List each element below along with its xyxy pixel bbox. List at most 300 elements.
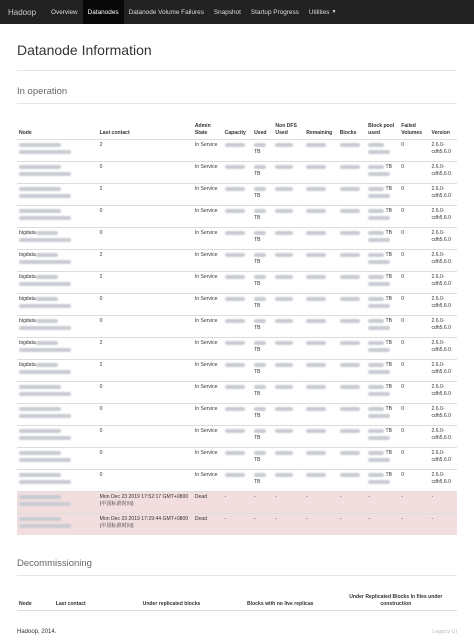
col-used[interactable]: Used bbox=[252, 114, 273, 140]
cell-capacity bbox=[223, 250, 252, 272]
redacted-blocks bbox=[340, 165, 360, 169]
redacted-node-address bbox=[19, 414, 71, 418]
cell-blocks bbox=[338, 228, 366, 250]
cell-node[interactable] bbox=[17, 404, 98, 426]
redacted-node-suffix bbox=[36, 363, 58, 367]
redacted-used bbox=[254, 385, 266, 389]
table-row bbox=[17, 206, 457, 228]
nav-overview[interactable]: Overview bbox=[51, 8, 78, 16]
redacted-bp-used bbox=[368, 473, 384, 477]
redacted-capacity bbox=[225, 143, 245, 147]
cell-capacity bbox=[223, 184, 252, 206]
bp-unit: TB bbox=[385, 230, 392, 236]
redacted-bp-percent bbox=[368, 458, 390, 462]
redacted-capacity bbox=[225, 451, 245, 455]
redacted-capacity bbox=[225, 253, 245, 257]
redacted-bp-used bbox=[368, 231, 384, 235]
redacted-bp-used bbox=[368, 297, 384, 301]
col-failed-volumes[interactable]: Failed Volumes bbox=[399, 114, 429, 140]
redacted-used bbox=[254, 451, 266, 455]
redacted-node-name bbox=[19, 451, 61, 455]
redacted-non-dfs bbox=[275, 451, 293, 455]
cell-remaining bbox=[304, 206, 338, 228]
cell-failed-volumes: 0 bbox=[399, 316, 429, 338]
redacted-node-address bbox=[19, 282, 71, 286]
cell-block-pool-used bbox=[366, 184, 399, 206]
bp-unit: TB bbox=[385, 296, 392, 302]
footer-legacy-ui-link[interactable]: Legacy UI bbox=[432, 629, 457, 635]
table-row bbox=[17, 228, 457, 250]
node-name-prefix: bigdata bbox=[19, 318, 36, 324]
redacted-used bbox=[254, 297, 266, 301]
cell-non-dfs-used bbox=[273, 272, 304, 294]
redacted-bp-percent bbox=[368, 326, 390, 330]
cell-blocks bbox=[338, 140, 366, 162]
cell-block-pool-used bbox=[366, 162, 399, 184]
cell-non-dfs-used bbox=[273, 228, 304, 250]
cell-remaining bbox=[304, 426, 338, 448]
cell-version: 2.6.0-cdh5.6.0 bbox=[429, 206, 457, 228]
cell-node[interactable] bbox=[17, 184, 98, 206]
dec-col-no-live-replicas[interactable]: Blocks with no live replicas bbox=[226, 590, 335, 611]
redacted-bp-percent bbox=[368, 304, 390, 308]
redacted-bp-percent bbox=[368, 392, 390, 396]
redacted-node-name bbox=[19, 473, 61, 477]
cell-admin-state: Dead bbox=[193, 514, 223, 536]
redacted-bp-used bbox=[368, 429, 384, 433]
redacted-node-address bbox=[19, 216, 71, 220]
col-node[interactable]: Node bbox=[17, 114, 98, 140]
redacted-bp-percent bbox=[368, 238, 390, 242]
cell-capacity bbox=[223, 294, 252, 316]
col-last-contact[interactable]: Last contact bbox=[98, 114, 193, 140]
cell-used bbox=[252, 162, 273, 184]
cell-last-contact: 2 bbox=[98, 272, 193, 294]
cell-capacity bbox=[223, 140, 252, 162]
node-name-prefix: bigdata bbox=[19, 274, 36, 280]
nav-datanodes[interactable]: Datanodes bbox=[83, 0, 124, 24]
bp-unit: TB bbox=[385, 318, 392, 324]
cell-blocks bbox=[338, 470, 366, 492]
decommissioning-divider bbox=[17, 575, 457, 576]
redacted-bp-percent bbox=[368, 172, 390, 176]
col-block-pool-used[interactable]: Block pool used bbox=[366, 114, 399, 140]
cell-admin-state: In Service bbox=[193, 316, 223, 338]
redacted-non-dfs bbox=[275, 407, 293, 411]
cell-remaining bbox=[304, 338, 338, 360]
cell-version: 2.6.0-cdh5.6.0 bbox=[429, 404, 457, 426]
cell-failed-volumes: 0 bbox=[399, 272, 429, 294]
redacted-node-name bbox=[19, 429, 61, 433]
cell-version: 2.6.0-cdh5.6.0 bbox=[429, 316, 457, 338]
cell-non-dfs-used bbox=[273, 294, 304, 316]
table-row bbox=[17, 316, 457, 338]
cell-blocks bbox=[338, 338, 366, 360]
cell-block-pool-used bbox=[366, 404, 399, 426]
cell-non-dfs-used bbox=[273, 426, 304, 448]
cell-used bbox=[252, 228, 273, 250]
dec-col-last-contact[interactable]: Last contact bbox=[54, 590, 117, 611]
redacted-remaining bbox=[306, 341, 326, 345]
cell-remaining bbox=[304, 140, 338, 162]
redacted-used bbox=[254, 187, 266, 191]
cell-non-dfs-used bbox=[273, 338, 304, 360]
cell-admin-state: In Service bbox=[193, 228, 223, 250]
redacted-bp-percent bbox=[368, 282, 390, 286]
redacted-non-dfs bbox=[275, 341, 293, 345]
cell-block-pool-used bbox=[366, 140, 399, 162]
col-capacity[interactable]: Capacity bbox=[223, 114, 252, 140]
cell-admin-state: In Service bbox=[193, 426, 223, 448]
top-navbar bbox=[0, 0, 474, 24]
used-unit: TB bbox=[254, 171, 261, 178]
used-unit: TB bbox=[254, 369, 261, 376]
redacted-used bbox=[254, 473, 266, 477]
col-blocks[interactable]: Blocks bbox=[338, 114, 366, 140]
table-row bbox=[17, 272, 457, 294]
redacted-bp-used bbox=[368, 319, 384, 323]
redacted-remaining bbox=[306, 275, 326, 279]
cell-admin-state: In Service bbox=[193, 382, 223, 404]
redacted-blocks bbox=[340, 297, 360, 301]
cell-blocks bbox=[338, 184, 366, 206]
redacted-node-address bbox=[19, 260, 71, 264]
cell-failed-volumes: 0 bbox=[399, 250, 429, 272]
cell-non-dfs-used bbox=[273, 382, 304, 404]
redacted-bp-used bbox=[368, 253, 384, 257]
cell-last-contact: 0 bbox=[98, 228, 193, 250]
cell-node[interactable] bbox=[17, 382, 98, 404]
cell-node[interactable] bbox=[17, 360, 98, 382]
cell-node[interactable] bbox=[17, 492, 98, 514]
redacted-capacity bbox=[225, 209, 245, 213]
cell-node[interactable] bbox=[17, 228, 98, 250]
cell-version: 2.6.0-cdh5.6.0 bbox=[429, 448, 457, 470]
cell-remaining bbox=[304, 184, 338, 206]
redacted-bp-percent bbox=[368, 348, 390, 352]
redacted-blocks bbox=[340, 451, 360, 455]
bp-unit: TB bbox=[385, 274, 392, 280]
in-operation-heading: In operation bbox=[17, 86, 68, 97]
cell-non-dfs-used bbox=[273, 140, 304, 162]
footer-copyright: Hadoop, 2014. bbox=[17, 629, 57, 635]
redacted-blocks bbox=[340, 385, 360, 389]
redacted-node-address bbox=[19, 172, 71, 176]
cell-used bbox=[252, 250, 273, 272]
redacted-bp-percent bbox=[368, 150, 390, 154]
redacted-capacity bbox=[225, 385, 245, 389]
redacted-blocks bbox=[340, 363, 360, 367]
nav-utilities[interactable] bbox=[304, 0, 342, 24]
cell-capacity bbox=[223, 382, 252, 404]
redacted-remaining bbox=[306, 187, 326, 191]
used-unit: TB bbox=[254, 193, 261, 200]
redacted-bp-used bbox=[368, 451, 384, 455]
table-row bbox=[17, 162, 457, 184]
cell-used bbox=[252, 206, 273, 228]
cell-admin-state: In Service bbox=[193, 140, 223, 162]
table-row bbox=[17, 470, 457, 492]
redacted-node-name bbox=[19, 407, 61, 411]
cell-used bbox=[252, 382, 273, 404]
redacted-node-address bbox=[19, 436, 71, 440]
cell-version: 2.6.0-cdh5.6.0 bbox=[429, 338, 457, 360]
cell-used bbox=[252, 316, 273, 338]
cell-last-contact: 2 bbox=[98, 184, 193, 206]
dec-col-node[interactable]: Node bbox=[17, 590, 54, 611]
cell-remaining bbox=[304, 294, 338, 316]
cell-empty-dash: - bbox=[223, 514, 252, 536]
brand-logo-text[interactable]: Hadoop bbox=[8, 7, 37, 17]
cell-used bbox=[252, 426, 273, 448]
redacted-used bbox=[254, 429, 266, 433]
used-unit: TB bbox=[254, 457, 261, 464]
redacted-node-address bbox=[19, 502, 71, 506]
cell-block-pool-used bbox=[366, 294, 399, 316]
cell-version: 2.6.0-cdh5.6.0 bbox=[429, 228, 457, 250]
redacted-non-dfs bbox=[275, 363, 293, 367]
dec-col-under-replicated[interactable]: Under replicated blocks bbox=[117, 590, 226, 611]
redacted-node-address bbox=[19, 370, 71, 374]
redacted-node-address bbox=[19, 524, 71, 528]
cell-version: 2.6.0-cdh5.6.0 bbox=[429, 140, 457, 162]
cell-failed-volumes: 0 bbox=[399, 162, 429, 184]
node-name-prefix: bigdata bbox=[19, 340, 36, 346]
cell-failed-volumes: 0 bbox=[399, 360, 429, 382]
cell-last-contact: 0 bbox=[98, 382, 193, 404]
redacted-node-address bbox=[19, 458, 71, 462]
cell-admin-state: In Service bbox=[193, 206, 223, 228]
redacted-non-dfs bbox=[275, 275, 293, 279]
cell-blocks bbox=[338, 272, 366, 294]
redacted-bp-used bbox=[368, 165, 384, 169]
redacted-node-suffix bbox=[36, 341, 58, 345]
bp-unit: TB bbox=[385, 362, 392, 368]
redacted-non-dfs bbox=[275, 297, 293, 301]
used-unit: TB bbox=[254, 149, 261, 156]
cell-admin-state: In Service bbox=[193, 360, 223, 382]
cell-version: 2.6.0-cdh5.6.0 bbox=[429, 360, 457, 382]
cell-node[interactable] bbox=[17, 338, 98, 360]
cell-node[interactable] bbox=[17, 250, 98, 272]
cell-used bbox=[252, 360, 273, 382]
cell-version: 2.6.0-cdh5.6.0 bbox=[429, 294, 457, 316]
cell-empty-dash: - bbox=[223, 492, 252, 514]
redacted-used bbox=[254, 231, 266, 235]
cell-non-dfs-used bbox=[273, 448, 304, 470]
cell-admin-state: Dead bbox=[193, 492, 223, 514]
cell-used bbox=[252, 294, 273, 316]
cell-failed-volumes: 0 bbox=[399, 140, 429, 162]
cell-last-contact: 2 bbox=[98, 338, 193, 360]
dead-table-row bbox=[17, 492, 457, 514]
cell-node[interactable] bbox=[17, 162, 98, 184]
cell-capacity bbox=[223, 338, 252, 360]
cell-empty-dash: - bbox=[429, 514, 457, 536]
redacted-blocks bbox=[340, 231, 360, 235]
cell-capacity bbox=[223, 228, 252, 250]
redacted-non-dfs bbox=[275, 209, 293, 213]
cell-remaining bbox=[304, 162, 338, 184]
redacted-blocks bbox=[340, 187, 360, 191]
table-row bbox=[17, 250, 457, 272]
used-unit: TB bbox=[254, 391, 261, 398]
cell-non-dfs-used bbox=[273, 470, 304, 492]
in-operation-table-body bbox=[17, 140, 457, 536]
nav-snapshot[interactable]: Snapshot bbox=[213, 8, 241, 16]
cell-last-contact: 0 bbox=[98, 404, 193, 426]
redacted-remaining bbox=[306, 209, 326, 213]
cell-admin-state: In Service bbox=[193, 470, 223, 492]
redacted-used bbox=[254, 209, 266, 213]
bp-unit: TB bbox=[385, 472, 392, 478]
redacted-bp-percent bbox=[368, 216, 390, 220]
cell-remaining bbox=[304, 360, 338, 382]
cell-empty-dash: - bbox=[366, 514, 399, 536]
redacted-bp-used bbox=[368, 275, 384, 279]
redacted-capacity bbox=[225, 297, 245, 301]
redacted-used bbox=[254, 319, 266, 323]
redacted-bp-used bbox=[368, 187, 384, 191]
redacted-bp-used bbox=[368, 363, 384, 367]
cell-node[interactable] bbox=[17, 470, 98, 492]
cell-node[interactable] bbox=[17, 294, 98, 316]
title-divider bbox=[17, 70, 457, 71]
redacted-node-address bbox=[19, 194, 71, 198]
table-row bbox=[17, 426, 457, 448]
cell-blocks bbox=[338, 448, 366, 470]
cell-blocks bbox=[338, 250, 366, 272]
cell-last-contact: 0 bbox=[98, 206, 193, 228]
redacted-node-address bbox=[19, 150, 71, 154]
cell-failed-volumes: 0 bbox=[399, 448, 429, 470]
table-header-row bbox=[17, 114, 457, 140]
cell-version: 2.6.0-cdh5.6.0 bbox=[429, 470, 457, 492]
redacted-used bbox=[254, 341, 266, 345]
col-version[interactable]: Version bbox=[429, 114, 457, 140]
cell-remaining bbox=[304, 470, 338, 492]
cell-block-pool-used bbox=[366, 338, 399, 360]
cell-blocks bbox=[338, 360, 366, 382]
redacted-capacity bbox=[225, 187, 245, 191]
cell-block-pool-used bbox=[366, 316, 399, 338]
cell-failed-volumes: 0 bbox=[399, 470, 429, 492]
cell-version: 2.6.0-cdh5.6.0 bbox=[429, 426, 457, 448]
cell-node[interactable] bbox=[17, 140, 98, 162]
cell-admin-state: In Service bbox=[193, 272, 223, 294]
cell-empty-dash: - bbox=[399, 492, 429, 514]
redacted-node-address bbox=[19, 304, 71, 308]
cell-failed-volumes: 0 bbox=[399, 404, 429, 426]
nav-startup-progress[interactable]: Startup Progress bbox=[250, 8, 299, 16]
bp-unit: TB bbox=[385, 208, 392, 214]
table-row bbox=[17, 360, 457, 382]
cell-non-dfs-used bbox=[273, 184, 304, 206]
redacted-non-dfs bbox=[275, 319, 293, 323]
used-unit: TB bbox=[254, 237, 261, 244]
cell-node[interactable] bbox=[17, 206, 98, 228]
cell-version: 2.6.0-cdh5.6.0 bbox=[429, 162, 457, 184]
cell-failed-volumes: 0 bbox=[399, 426, 429, 448]
col-non-dfs-used[interactable]: Non DFS Used bbox=[273, 114, 304, 140]
cell-used bbox=[252, 448, 273, 470]
cell-failed-volumes: 0 bbox=[399, 184, 429, 206]
redacted-node-name bbox=[19, 517, 61, 521]
cell-admin-state: In Service bbox=[193, 294, 223, 316]
redacted-bp-percent bbox=[368, 414, 390, 418]
redacted-non-dfs bbox=[275, 231, 293, 235]
nav-utilities-label: Utilities bbox=[308, 8, 330, 16]
cell-capacity bbox=[223, 426, 252, 448]
redacted-used bbox=[254, 253, 266, 257]
cell-capacity bbox=[223, 162, 252, 184]
cell-used bbox=[252, 272, 273, 294]
cell-block-pool-used bbox=[366, 448, 399, 470]
redacted-used bbox=[254, 407, 266, 411]
cell-remaining bbox=[304, 272, 338, 294]
redacted-capacity bbox=[225, 165, 245, 169]
cell-capacity bbox=[223, 404, 252, 426]
used-unit: TB bbox=[254, 215, 261, 222]
cell-remaining bbox=[304, 382, 338, 404]
cell-node[interactable] bbox=[17, 514, 98, 536]
bp-unit: TB bbox=[385, 252, 392, 258]
cell-last-contact: 0 bbox=[98, 316, 193, 338]
redacted-non-dfs bbox=[275, 473, 293, 477]
cell-node[interactable] bbox=[17, 272, 98, 294]
cell-node[interactable] bbox=[17, 426, 98, 448]
redacted-used bbox=[254, 275, 266, 279]
cell-block-pool-used bbox=[366, 470, 399, 492]
cell-last-contact: Mon Dec 23 2019 17:29:44 GMT+0800 (中国标准时间) bbox=[98, 514, 193, 536]
cell-node[interactable] bbox=[17, 316, 98, 338]
cell-version: 2.6.0-cdh5.6.0 bbox=[429, 250, 457, 272]
cell-version: 2.6.0-cdh5.6.0 bbox=[429, 272, 457, 294]
redacted-capacity bbox=[225, 231, 245, 235]
table-row bbox=[17, 294, 457, 316]
redacted-remaining bbox=[306, 473, 326, 477]
cell-admin-state: In Service bbox=[193, 448, 223, 470]
table-row bbox=[17, 448, 457, 470]
redacted-remaining bbox=[306, 143, 326, 147]
cell-blocks bbox=[338, 426, 366, 448]
nav-datanode-volume-failures[interactable]: Datanode Volume Failures bbox=[128, 8, 204, 16]
redacted-non-dfs bbox=[275, 385, 293, 389]
cell-admin-state: In Service bbox=[193, 184, 223, 206]
redacted-node-address bbox=[19, 238, 71, 242]
redacted-non-dfs bbox=[275, 143, 293, 147]
redacted-node-address bbox=[19, 326, 71, 330]
cell-capacity bbox=[223, 316, 252, 338]
redacted-node-suffix bbox=[36, 231, 58, 235]
cell-non-dfs-used bbox=[273, 360, 304, 382]
dec-col-under-replicated-construction[interactable]: Under Replicated Blocks In files under construction bbox=[335, 590, 457, 611]
cell-node[interactable] bbox=[17, 448, 98, 470]
table-row bbox=[17, 404, 457, 426]
cell-failed-volumes: 0 bbox=[399, 206, 429, 228]
bp-unit: TB bbox=[385, 164, 392, 170]
redacted-blocks bbox=[340, 275, 360, 279]
cell-used bbox=[252, 404, 273, 426]
cell-failed-volumes: 0 bbox=[399, 228, 429, 250]
decommissioning-table bbox=[17, 590, 457, 611]
col-remaining[interactable]: Remaining bbox=[304, 114, 338, 140]
col-admin-state[interactable]: Admin State bbox=[193, 114, 223, 140]
redacted-capacity bbox=[225, 473, 245, 477]
redacted-node-address bbox=[19, 480, 71, 484]
cell-empty-dash: - bbox=[304, 514, 338, 536]
used-unit: TB bbox=[254, 435, 261, 442]
